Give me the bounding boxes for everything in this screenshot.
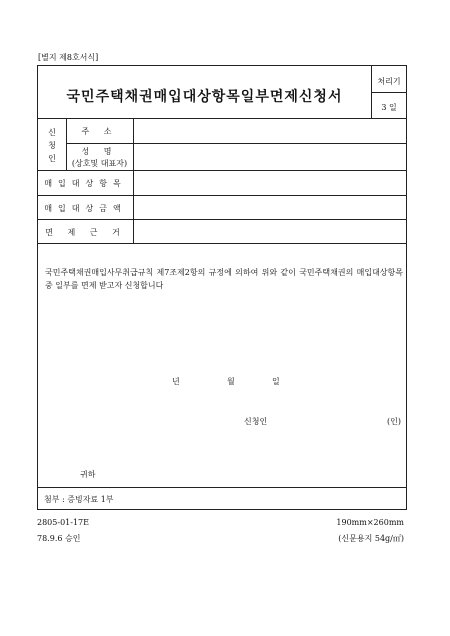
processing-hline bbox=[371, 92, 406, 93]
paper-size: 190mm×260mm bbox=[336, 518, 404, 527]
statement-text: 국민주택채권매입사무취급규칙 제7조제2항의 규정에 의하여 위와 같이 국민주택채권의 매입대상항목중 일부를 면제 받고자 신청합니다 bbox=[45, 268, 403, 290]
applicant-header: 신 청 인 bbox=[48, 128, 56, 163]
attachment-divider bbox=[38, 487, 406, 488]
application-form bbox=[37, 65, 407, 510]
grid-line bbox=[66, 143, 406, 144]
grid-line bbox=[38, 219, 406, 220]
grid-line bbox=[38, 118, 406, 119]
approval-date: 78.9.6 승인 bbox=[37, 534, 81, 543]
processing-label: 처리기 bbox=[377, 77, 401, 86]
attachment-note: 첨부 : 증빙자료 1부 bbox=[44, 495, 114, 504]
addressee-label: 귀하 bbox=[80, 470, 96, 479]
name-label: 성 명 bbox=[81, 147, 118, 156]
grid-line bbox=[133, 118, 134, 243]
paper-type: (신문용지 54g/㎡) bbox=[338, 534, 404, 543]
grid-line bbox=[38, 243, 406, 244]
applicant-signature-label: 신청인 bbox=[244, 417, 268, 426]
form-label: [별지 제8호서식] bbox=[38, 53, 99, 62]
grid-line bbox=[38, 195, 406, 196]
form-code: 2805-01-17E bbox=[37, 518, 89, 527]
name-sub-label: (상호및 대표자) bbox=[71, 159, 128, 168]
seal-mark: (인) bbox=[387, 417, 401, 426]
exemption-basis-label: 면 제 근 거 bbox=[45, 228, 126, 237]
form-title: 국민주택채권매입대상항목일부면제신청서 bbox=[66, 89, 343, 105]
purchase-item-label: 매입대상항목 bbox=[44, 179, 127, 188]
date-year: 년 bbox=[172, 377, 180, 386]
date-day: 일 bbox=[272, 377, 280, 386]
address-label: 주 소 bbox=[81, 127, 118, 136]
date-month: 월 bbox=[227, 377, 235, 386]
grid-line bbox=[38, 170, 406, 171]
purchase-amount-label: 매입대상금액 bbox=[44, 204, 127, 213]
processing-period: 3 일 bbox=[381, 103, 397, 112]
